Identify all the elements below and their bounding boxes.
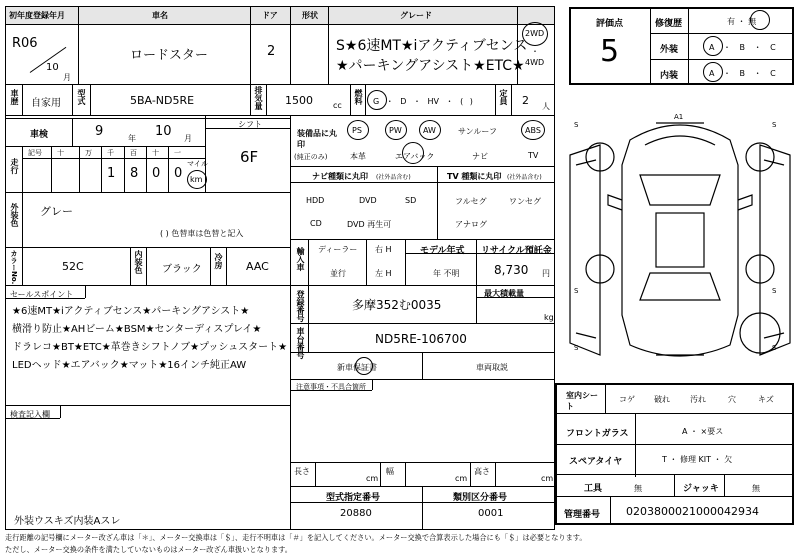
s-label-bl2: S	[574, 344, 579, 352]
navi-dvd-play: DVD 再生可	[347, 220, 392, 229]
interior-label: 内装	[660, 71, 679, 81]
shift-label: シフト	[238, 120, 262, 129]
management-label: 管理番号	[564, 510, 601, 520]
tv-analog: アナログ	[455, 220, 487, 229]
jack-value: 無	[752, 484, 760, 493]
equip-sunroof: サンルーフ	[458, 127, 497, 136]
inspection-month-unit: 月	[184, 134, 192, 143]
score-label: 評価点	[596, 19, 624, 29]
management-value: 0203800021000042934	[626, 505, 759, 518]
ac-value: AAC	[246, 260, 269, 273]
caution-label: 注意事項・不具合箇所	[296, 383, 366, 391]
mileage-label: 走行	[10, 158, 19, 174]
sales-line-4: LEDヘッド★エアバック★マット★16インチ純正AW	[12, 360, 247, 371]
color-value: グレー	[40, 205, 73, 218]
model-value: 5BA-ND5RE	[130, 94, 195, 107]
spare-tire-value: T ・ 修理 KIT ・ 欠	[662, 455, 733, 464]
capacity-value: 2	[522, 94, 529, 107]
max-load-label: 最大積載量	[484, 289, 524, 298]
ac-label: 冷房	[214, 253, 223, 269]
exterior-grades: A ・ B ・ C	[709, 43, 776, 52]
displacement-label: 排気量	[254, 86, 263, 110]
s-label-tl: S	[574, 121, 579, 129]
fuel-options: G ・ D ・ HV ・ ( )	[373, 97, 473, 106]
tv-label: TV 種類に丸印	[447, 172, 502, 181]
footer-line2: ただし、メーター交換の条件を満たしていないものはメーター改ざん車扱いとなります。	[5, 545, 292, 554]
mileage-digit-header: 十	[57, 149, 64, 157]
sales-line-1: ★6速MT★iアクティブセンス★パーキングアシスト★	[12, 306, 250, 317]
guarantee-manual: 車両取説	[476, 363, 508, 372]
equipment-label: 装備品に丸印	[297, 129, 337, 149]
shift-value: 6F	[240, 148, 259, 166]
equip-aw: AW	[423, 126, 436, 135]
max-load-unit: kg	[544, 313, 554, 322]
mileage-digit: 8	[130, 166, 139, 181]
navi-hdd: HDD	[306, 196, 325, 205]
mileage-digit-header: 記号	[28, 149, 42, 157]
inspection-year-unit: 年	[128, 134, 136, 143]
car-name-label: 車名	[152, 11, 168, 20]
equipment-sub-label: (純正のみ)	[294, 153, 328, 161]
s-label-bl: S	[574, 287, 579, 295]
doors-value: 2	[267, 44, 276, 59]
repair-options: 有 ・ 無	[727, 17, 757, 26]
length-unit: cm	[366, 474, 379, 483]
front-glass-value: A ・ ×要ス	[682, 427, 724, 436]
s-label-br2: S	[772, 344, 777, 352]
navi-cd: CD	[310, 219, 322, 228]
interior-grades: A ・ B ・ C	[709, 69, 776, 78]
color-label: 外装色	[10, 203, 19, 227]
width-label: 幅	[386, 467, 394, 476]
navi-label: ナビ種類に丸印	[312, 172, 368, 181]
chassis-label: 車台番号	[296, 327, 305, 359]
chassis-value: ND5RE-106700	[375, 332, 467, 346]
recycle-label: リサイクル預託金	[481, 246, 552, 256]
recycle-unit: 円	[542, 269, 550, 278]
equip-leather: 本革	[350, 152, 366, 161]
navi-note: (社外品含む)	[376, 174, 411, 181]
use-label: 車歴	[10, 89, 19, 105]
tv-fullseg: フルセグ	[455, 197, 487, 206]
km-label: km	[190, 175, 203, 184]
first-reg-label: 初年度登録年月	[9, 11, 65, 20]
repair-none-circle	[750, 10, 770, 30]
mileage-digit-header: 万	[85, 149, 92, 157]
interior-sheet-item: 穴	[728, 395, 736, 404]
mileage-digit: 0	[174, 166, 183, 181]
fuel-label: 燃料	[354, 89, 363, 105]
width-unit: cm	[455, 474, 468, 483]
import-parallel: 並行	[330, 269, 346, 278]
interior-sheet-item: 破れ	[654, 395, 670, 404]
drive-dot: ・	[531, 47, 539, 56]
drive-2wd: 2WD	[525, 29, 545, 38]
grade-line1: S★6速MT★iアクティブセンス	[336, 38, 528, 54]
month-unit: 月	[63, 73, 71, 82]
equip-ps: PS	[352, 126, 362, 135]
drive-4wd: 4WD	[525, 58, 545, 67]
color-note: ( ) 色替車は色替と記入	[160, 229, 244, 238]
inspection-label: 車検	[30, 130, 49, 140]
import-label: 輸入車	[296, 247, 305, 271]
inspector-text: 外装ウスキズ内装Aスレ	[14, 516, 121, 527]
category-label: 類別区分番号	[453, 493, 508, 503]
mile-label: マイル	[187, 160, 208, 168]
guarantee-new-car: 新車保証書	[337, 363, 377, 372]
model-label: 型式	[77, 89, 86, 105]
equip-navi: ナビ	[472, 152, 488, 161]
inspection-month: 10	[155, 124, 172, 139]
interior-sheet-item: コゲ	[619, 395, 635, 404]
displacement-unit: cc	[333, 101, 342, 110]
mileage-digit: 1	[107, 166, 116, 181]
registration-label: 登録番号	[296, 290, 305, 322]
height-label: 高さ	[474, 467, 490, 476]
mileage-digit-header: 一	[174, 149, 181, 157]
displacement-value: 1500	[285, 94, 313, 107]
s-label-br: S	[772, 287, 777, 295]
use-value: 自家用	[31, 98, 61, 109]
navi-sd: SD	[405, 196, 417, 205]
registration-value: 多摩352む0035	[352, 298, 442, 312]
spare-tire-label: スペアタイヤ	[569, 457, 623, 467]
sales-line-3: ドラレコ★BT★ETC★革巻きシフトノブ★プッシュスタート★	[12, 342, 288, 353]
recycle-value: 8,730	[494, 263, 529, 277]
length-label: 長さ	[294, 467, 310, 476]
equip-airbag: エアバック	[395, 152, 435, 161]
score-value: 5	[600, 34, 620, 69]
tv-note: (社外品含む)	[507, 174, 542, 181]
import-dealer: ディーラー	[318, 245, 358, 254]
color-code-label: カラーNo.	[10, 250, 18, 285]
car-name-value: ロードスター	[130, 48, 208, 63]
interior-sheet-item: キズ	[758, 395, 774, 404]
door-label: ドア	[262, 11, 278, 20]
a1-label: A1	[674, 113, 684, 121]
import-left-h: 左 H	[375, 269, 392, 278]
repair-label: 修復歴	[655, 19, 683, 29]
model-year-label: モデル年式	[420, 246, 465, 256]
tools-label: 工具	[584, 484, 603, 494]
s-label-tr: S	[772, 121, 777, 129]
equip-tv: TV	[528, 151, 539, 160]
mileage-digit: 0	[152, 166, 161, 181]
mileage-digit-header: 百	[130, 149, 137, 157]
sales-point-label: セールスポイント	[10, 290, 74, 299]
equip-pw: PW	[389, 126, 402, 135]
grade-label: グレード	[400, 11, 432, 20]
inspector-label: 検査記入欄	[10, 410, 50, 419]
inspection-year: 9	[95, 124, 104, 139]
tools-value: 無	[634, 484, 642, 493]
capacity-unit: 人	[542, 102, 550, 111]
color-code-value: 52C	[62, 260, 84, 273]
grade-line2: ★パーキングアシスト★ETC★	[336, 58, 525, 74]
category-value: 0001	[478, 508, 504, 519]
sales-line-2: 横滑り防止★AHビーム★BSM★センターディスプレイ★	[12, 324, 262, 335]
first-reg-era: R06	[12, 36, 38, 51]
height-unit: cm	[541, 474, 554, 483]
designation-label: 型式指定番号	[326, 493, 381, 503]
mileage-digit-header: 十	[152, 149, 159, 157]
jack-label: ジャッキ	[683, 484, 719, 494]
interior-sheet-item: 汚れ	[690, 395, 706, 404]
capacity-label: 定員	[499, 89, 508, 105]
shape-label: 形状	[302, 11, 318, 20]
header-strip	[6, 7, 554, 24]
designation-value: 20880	[340, 508, 372, 519]
front-glass-label: フロントガラス	[566, 429, 629, 439]
import-right-h: 右 H	[375, 245, 392, 254]
tv-oneseg: ワンセグ	[509, 197, 541, 206]
interior-color-label: 内装色	[134, 250, 143, 274]
car-diagram	[560, 105, 800, 375]
navi-dvd: DVD	[359, 196, 377, 205]
model-year-value: 年 不明	[433, 269, 460, 278]
equip-abs: ABS	[525, 126, 541, 135]
first-reg-month: 10	[46, 62, 59, 73]
footer-line1: 走行距離の記号欄にメーター改ざん車は「＊」、メーター交換車は「＄」、走行不明車は「＃」を記入してください。メーター交換で合算表示した場合にも「＄」は必要となります。	[5, 533, 587, 542]
mileage-digit-header: 千	[107, 149, 114, 157]
exterior-label: 外装	[660, 45, 679, 55]
interior-color-value: ブラック	[162, 264, 202, 275]
interior-sheet-label: 室内シート	[566, 391, 598, 411]
